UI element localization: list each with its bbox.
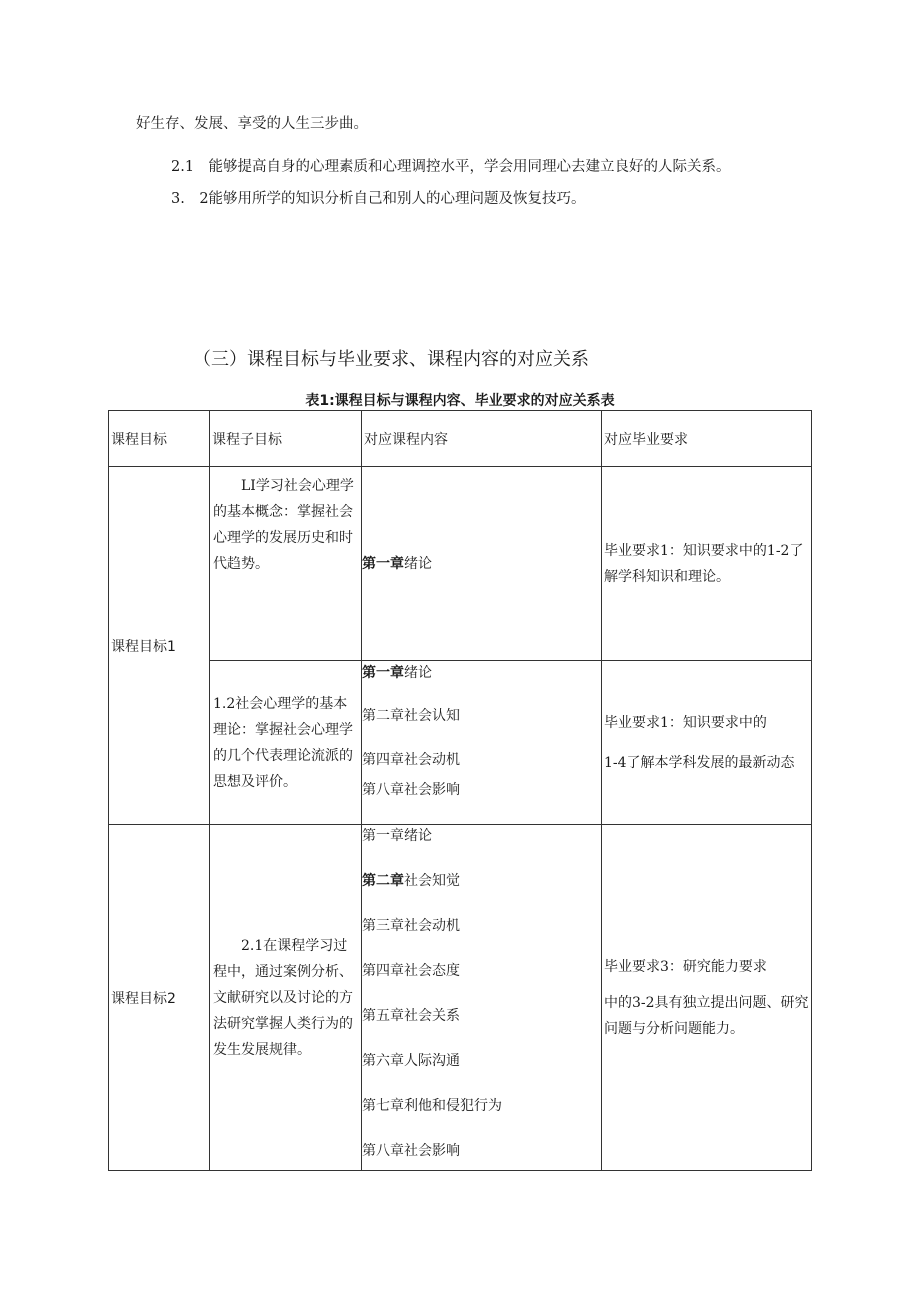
table-row [109,661,812,825]
requirement-line: 毕业要求3：研究能力要求 [604,958,767,975]
sub-goal-1-2: 1.2社会心理学的基本理论：掌握社会心理学的几个代表理论流派的思想及评价。 [210,661,362,825]
content-item: 第七章利他和侵犯行为 [362,1098,502,1114]
mapping-table [108,410,812,1171]
content-item [362,870,601,892]
content-item: 第八章社会影响 [362,782,460,798]
table-row [109,467,812,661]
content-item: 第二章社会认知 [362,708,460,724]
content-goal-1-2 [362,661,602,825]
content-item: 第三章社会动机 [362,918,460,934]
content-rest: 绪论 [404,665,432,681]
requirement-goal-1-2 [602,661,812,825]
content-item [362,661,601,685]
requirement-goal-2-1 [602,825,812,1171]
content-rest: 社会知觉 [404,873,460,889]
table-header-row [109,411,812,467]
header-graduation-requirement: 对应毕业要求 [602,411,812,467]
content-rest: 绪论 [404,555,432,572]
table-row [109,825,812,1171]
requirement-line: 毕业要求1：知识要求中的 [604,714,767,731]
header-sub-goal: 课程子目标 [210,411,362,467]
content-item: 第八章社会影响 [362,1143,460,1159]
sub-goal-2-1 [210,825,362,1171]
requirement-goal-1-1: 毕业要求1：知识要求中的1-2了解学科知识和理论。 [602,467,812,661]
content-bold: 第二章 [362,873,404,889]
content-item: 第五章社会关系 [362,1008,460,1024]
content-bold: 第一章 [362,665,404,681]
header-course-content: 对应课程内容 [362,411,602,467]
content-item: 第一章绪论 [362,828,432,844]
content-goal-1-1 [362,467,602,661]
content-item [362,553,601,575]
course-goal-2: 课程目标2 [109,825,210,1171]
requirement-line: 1-4了解本学科发展的最新动态 [604,754,795,771]
course-goal-1: 课程目标1 [109,467,210,825]
sub-goal-text: LI学习社会心理学的基本概念：掌握社会心理学的发展历史和时代趋势。 [213,478,354,572]
content-goal-2-1 [362,825,602,1171]
objective-item-2-1: 2.1 能够提高自身的心理素质和心理调控水平，学会用同理心去建立良好的人际关系。 [171,159,731,175]
content-item: 第四章社会动机 [362,752,460,768]
section-heading: （三）课程目标与毕业要求、课程内容的对应关系 [193,349,589,370]
table-caption: 表1:课程目标与课程内容、毕业要求的对应关系表 [305,393,615,409]
content-item: 第四章社会态度 [362,963,460,979]
requirement-line: 中的3-2具有独立提出问题、研究问题与分析问题能力。 [604,994,809,1037]
header-course-goal: 课程目标 [109,411,210,467]
intro-paragraph-tail: 好生存、发展、享受的人生三步曲。 [136,116,368,132]
objective-item-3-2: 3. 2能够用所学的知识分析自己和别人的心理问题及恢复技巧。 [171,191,586,207]
content-bold: 第一章 [362,555,404,572]
content-item: 第六章人际沟通 [362,1053,460,1069]
sub-goal-text: 2.1在课程学习过程中，通过案例分析、文献研究以及讨论的方法研究掌握人类行为的发生发展规律。 [213,937,353,1058]
sub-goal-1-1 [210,467,362,661]
